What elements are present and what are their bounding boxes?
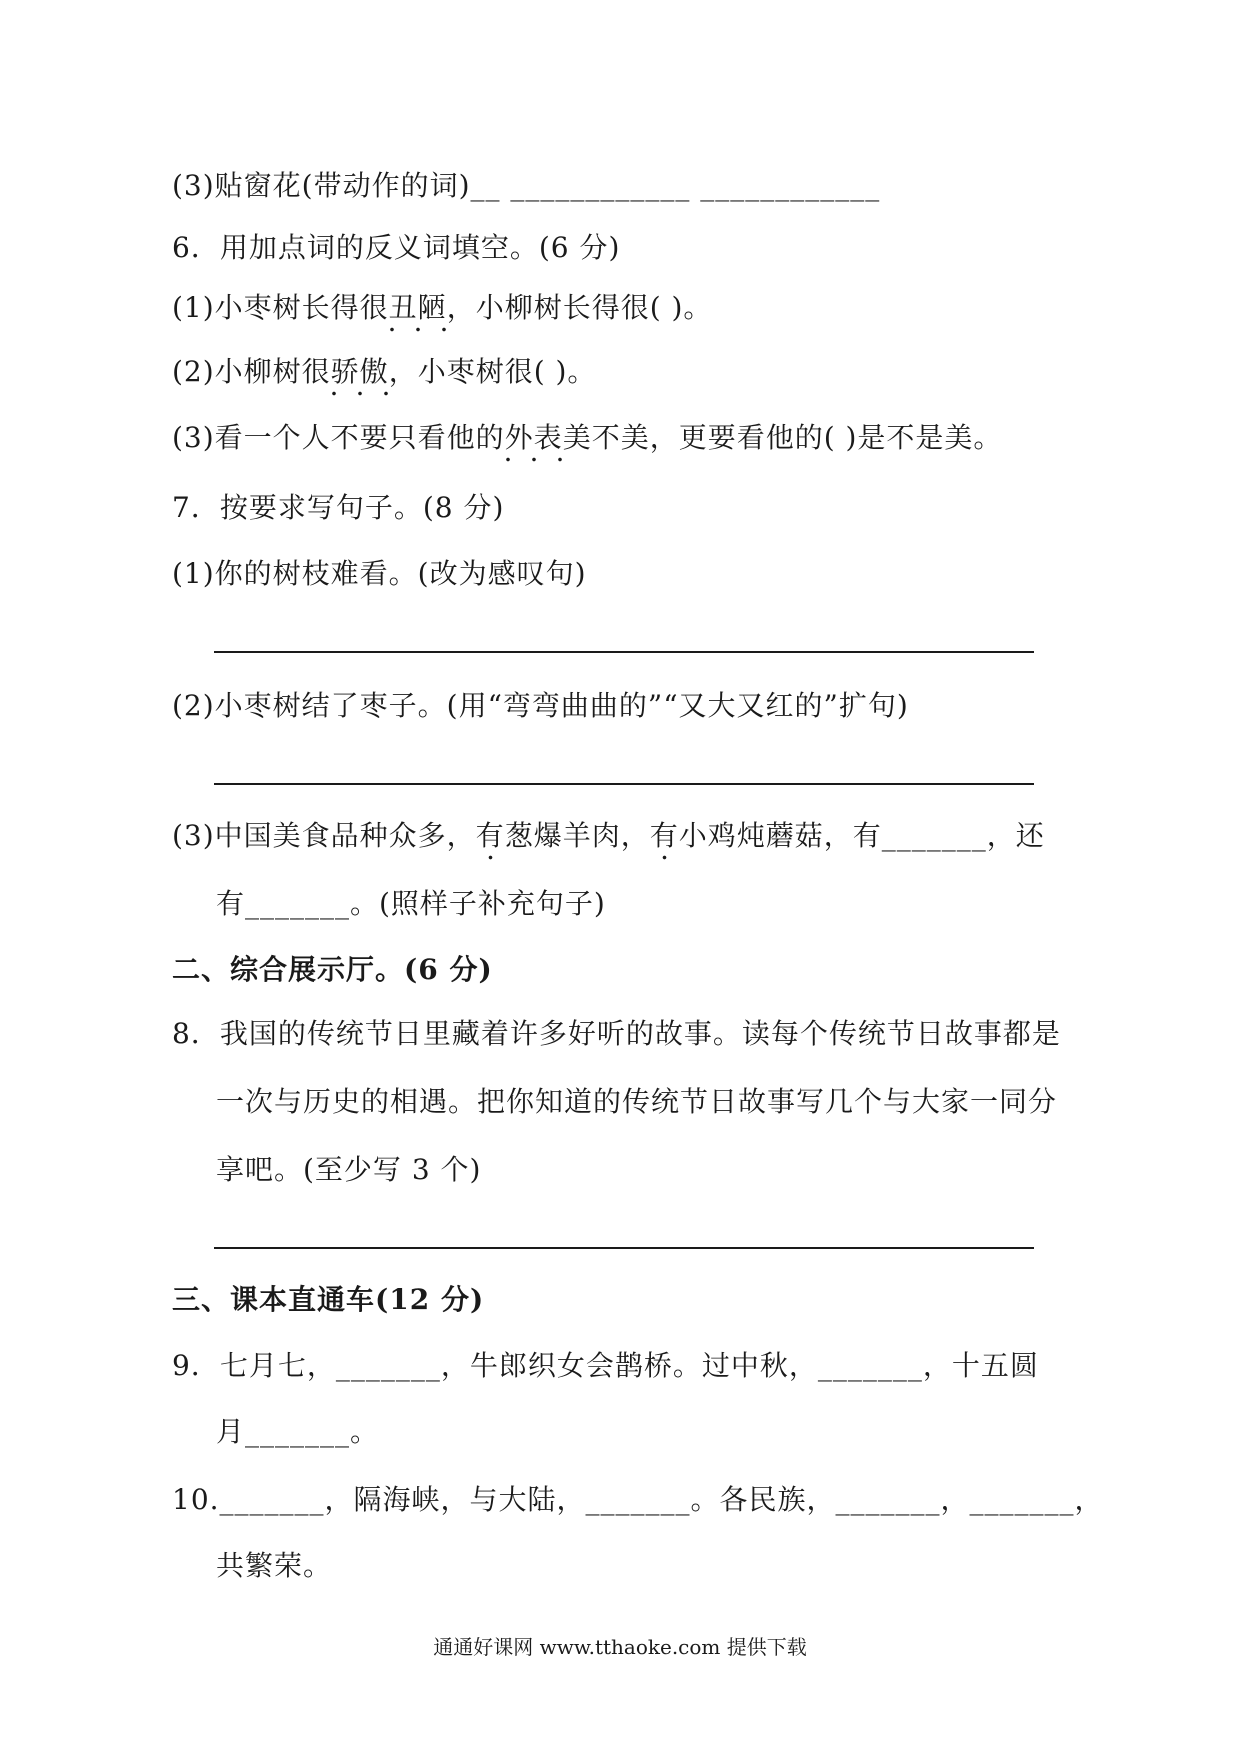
- q7-item-3-mid-1: 葱爆羊肉，: [504, 819, 650, 852]
- q7-item-3-mid-2: 小鸡炖蘑菇，有_______，还: [678, 819, 1045, 852]
- q10-line-2: 共繁荣。: [216, 1549, 333, 1582]
- q8-line-1: 8．我国的传统节日里藏着许多好听的故事。读每个传统节日故事都是: [172, 1017, 1061, 1050]
- q7-item-3-dotted-word-1: 有: [475, 819, 505, 852]
- q6-item-3: [172, 418, 1002, 458]
- q7-item-3-dotted-word-2: 有: [649, 819, 679, 852]
- q9-line-2: 月_______。: [216, 1415, 380, 1448]
- q7-item-2: (2)小枣树结了枣子。(用“弯弯曲曲的”“又大又红的”扩句): [172, 689, 909, 722]
- q6-item-1-pre: (1)小枣树长得很: [172, 291, 389, 324]
- q6-item-3-pre: (3)看一个人不要只看他的: [172, 421, 505, 454]
- q6-item-2-post: ，小枣树很( )。: [388, 355, 597, 388]
- q10-line-1: 10._______，隔海峡，与大陆，_______。各民族，_______，_______，: [172, 1483, 1104, 1516]
- q8-answer-line[interactable]: [214, 1247, 1034, 1249]
- section-3-title: 三、课本直通车(12 分): [172, 1283, 485, 1316]
- q7-item-2-answer-line[interactable]: [214, 783, 1034, 785]
- q6-item-3-post: 美不美，更要看他的( )是不是美。: [562, 421, 1003, 454]
- page-footer: 通通好课网 www.tthaoke.com 提供下载: [433, 1635, 807, 1659]
- q6-item-2: [172, 352, 596, 392]
- q6-item-1-post: ，小柳树长得很( )。: [446, 291, 713, 324]
- q8-line-3: 享吧。(至少写 3 个): [216, 1153, 482, 1186]
- q6-item-1: [172, 288, 712, 328]
- section-2-title: 二、综合展示厅。(6 分): [172, 953, 493, 986]
- q7-heading: 7．按要求写句子。(8 分): [172, 491, 505, 524]
- q7-item-1-answer-line[interactable]: [214, 651, 1034, 653]
- q6-item-2-pre: (2)小柳树很: [172, 355, 331, 388]
- q7-item-3: [172, 816, 1045, 856]
- q8-line-2: 一次与历史的相遇。把你知道的传统节日故事写几个与大家一同分: [216, 1085, 1058, 1118]
- q5-item-3: (3)贴窗花(带动作的词)__ ____________ ____________: [172, 169, 881, 202]
- q7-item-3-pre: (3)中国美食品种众多，: [172, 819, 476, 852]
- q7-item-1: (1)你的树枝难看。(改为感叹句): [172, 557, 587, 590]
- q7-item-3-line-2: 有_______。(照样子补充句子): [216, 887, 606, 920]
- q6-item-1-dotted-word: 丑陋: [388, 291, 447, 324]
- q6-item-3-dotted-word: 外表: [504, 421, 563, 454]
- q9-line-1: 9．七月七，_______，牛郎织女会鹊桥。过中秋，_______，十五圆: [172, 1349, 1039, 1382]
- q6-item-2-dotted-word: 骄傲: [330, 355, 389, 388]
- q6-heading: 6．用加点词的反义词填空。(6 分): [172, 231, 621, 264]
